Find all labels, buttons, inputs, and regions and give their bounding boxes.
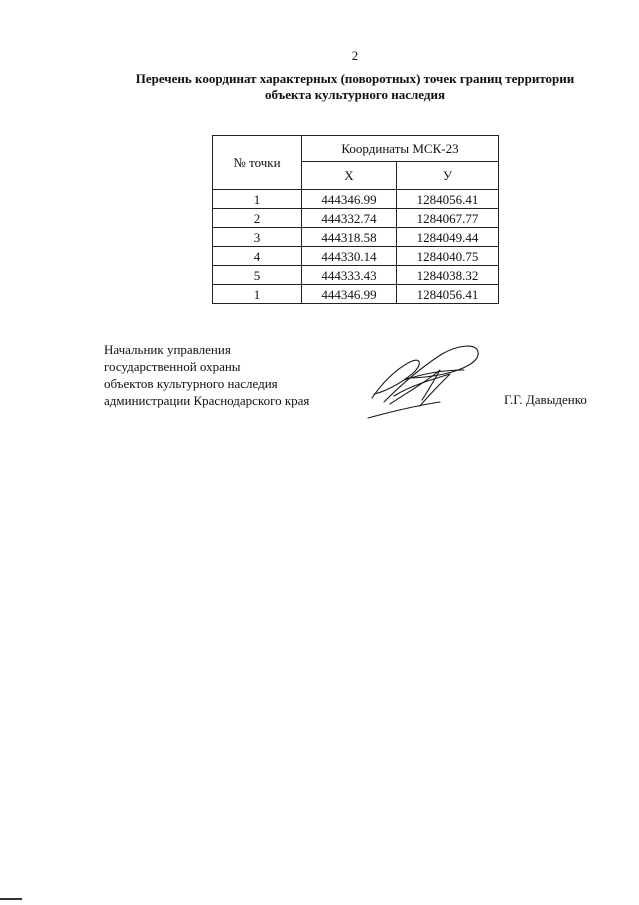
coordinates-table: [212, 135, 499, 304]
cell-point: 5: [213, 266, 302, 285]
cell-y: 1284056.41: [397, 285, 499, 304]
position-line-4: администрации Краснодарского края: [104, 393, 310, 408]
title-line-1: Перечень координат характерных (поворотных) точек границ территории: [135, 71, 575, 86]
cell-x: 444330.14: [302, 247, 397, 266]
table-row: [213, 285, 499, 304]
cell-x: 444332.74: [302, 209, 397, 228]
table-row: [213, 228, 499, 247]
cell-x: 444346.99: [302, 285, 397, 304]
signatory-position: [104, 341, 309, 409]
cell-point: 4: [213, 247, 302, 266]
handwritten-signature: [360, 340, 485, 420]
page-number: 2: [351, 48, 359, 63]
header-coordinates: Координаты МСК-23: [302, 136, 499, 162]
position-line-1: Начальник управления: [104, 342, 231, 357]
cell-y: 1284056.41: [397, 190, 499, 209]
position-line-2: государственной охраны: [104, 359, 241, 374]
position-line-3: объектов культурного наследия: [104, 376, 278, 391]
signatory-name: Г.Г. Давыденко: [504, 392, 587, 407]
cell-x: 444318.58: [302, 228, 397, 247]
cell-point: 1: [213, 285, 302, 304]
cell-y: 1284049.44: [397, 228, 499, 247]
cell-point: 2: [213, 209, 302, 228]
table-row: [213, 266, 499, 285]
table-row: [213, 247, 499, 266]
cell-x: 444346.99: [302, 190, 397, 209]
table-row: [213, 209, 499, 228]
header-x: Х: [302, 162, 397, 190]
cell-y: 1284040.75: [397, 247, 499, 266]
table-row: [213, 190, 499, 209]
cell-x: 444333.43: [302, 266, 397, 285]
document-title: [100, 71, 610, 103]
cell-point: 1: [213, 190, 302, 209]
cell-y: 1284038.32: [397, 266, 499, 285]
title-line-2: объекта культурного наследия: [265, 87, 445, 102]
cell-y: 1284067.77: [397, 209, 499, 228]
header-point-number: № точки: [213, 136, 302, 190]
footer-rule: [0, 898, 22, 900]
cell-point: 3: [213, 228, 302, 247]
header-y: У: [397, 162, 499, 190]
